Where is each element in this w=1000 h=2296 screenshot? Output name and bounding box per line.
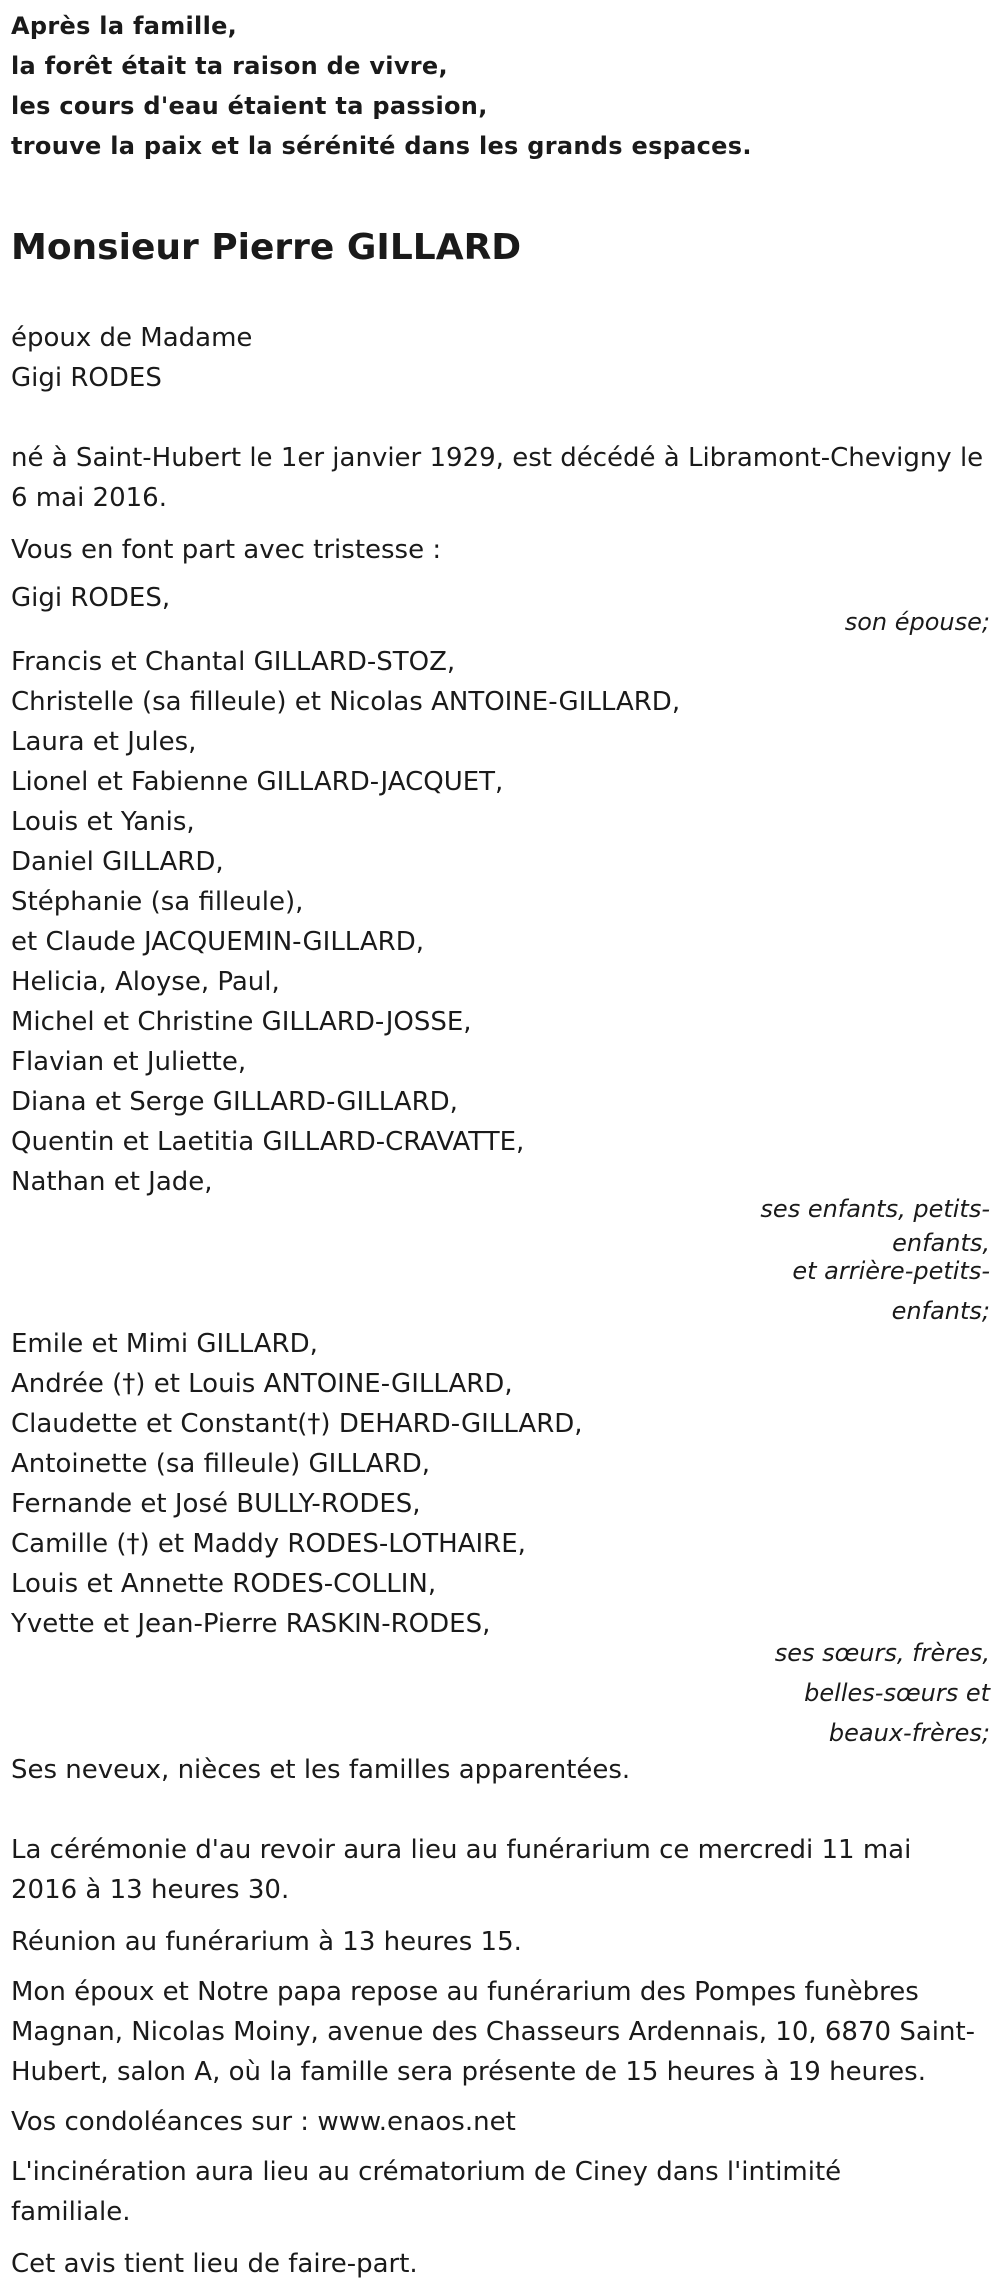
list-item: Christelle (sa filleule) et Nicolas ANTOINE-GILLARD, — [11, 687, 681, 717]
announcement — [11, 530, 991, 570]
ceremony — [11, 1830, 991, 1910]
list-item: Flavian et Juliette, — [11, 1047, 247, 1077]
list-item: Stéphanie (sa filleule), — [11, 887, 304, 917]
list-item: Quentin et Laetitia GILLARD-CRAVATTE, — [11, 1127, 525, 1157]
text-line: Réunion au funérarium à 13 heures 15. — [11, 1927, 522, 1957]
page-title: Monsieur Pierre GILLARD — [11, 227, 522, 268]
text-line: époux de Madame — [11, 323, 253, 353]
text-line: Cet avis tient lieu de faire-part. — [11, 2249, 418, 2279]
role-line: beaux-frères; — [828, 1719, 990, 1747]
role-line: son épouse; — [844, 608, 990, 636]
siblings-list — [11, 1324, 991, 1644]
role-line: enfants; — [891, 1297, 990, 1325]
text-line: Gigi RODES — [11, 363, 162, 393]
list-item: Claudette et Constant(†) DEHARD-GILLARD, — [11, 1409, 583, 1439]
list-item: Lionel et Fabienne GILLARD-JACQUET, — [11, 767, 504, 797]
text-line: Magnan, Nicolas Moiny, avenue des Chasseurs Ardennais, 10, 6870 Saint- — [11, 2017, 976, 2047]
text-line: L'incinération aura lieu au crématorium de Ciney dans l'intimité — [11, 2157, 842, 2187]
role-line: ses enfants, petits- — [760, 1195, 990, 1223]
list-item: Emile et Mimi GILLARD, — [11, 1329, 318, 1359]
list-item: Helicia, Aloyse, Paul, — [11, 967, 280, 997]
list-item: Andrée (†) et Louis ANTOINE-GILLARD, — [11, 1369, 513, 1399]
list-item: Laura et Jules, — [11, 727, 197, 757]
siblings-role — [775, 1636, 990, 1750]
text-line: La cérémonie d'au revoir aura lieu au funérarium ce mercredi 11 mai — [11, 1835, 912, 1865]
text-line: Vous en font part avec tristesse : — [11, 535, 442, 565]
list-item: Diana et Serge GILLARD-GILLARD, — [11, 1087, 458, 1117]
text-line: Vos condoléances sur : www.enaos.net — [11, 2107, 516, 2137]
intro-line: les cours d'eau étaient ta passion, — [11, 92, 488, 120]
text-line: Mon époux et Notre papa repose au funérarium des Pompes funèbres — [11, 1977, 919, 2007]
role-line: ses sœurs, frères, — [774, 1639, 990, 1667]
text-line: 6 mai 2016. — [11, 483, 167, 513]
list-item: Fernande et José BULLY-RODES, — [11, 1489, 421, 1519]
list-item: Daniel GILLARD, — [11, 847, 224, 877]
intro-line: la forêt était ta raison de vivre, — [11, 52, 448, 80]
list-item: Michel et Christine GILLARD-JOSSE, — [11, 1007, 472, 1037]
role-line: et arrière-petits- — [792, 1257, 990, 1285]
children-role — [760, 1192, 990, 1328]
spouse-role — [845, 605, 990, 639]
list-item: Antoinette (sa filleule) GILLARD, — [11, 1449, 431, 1479]
list-item: Nathan et Jade, — [11, 1167, 213, 1197]
role-line: enfants, — [892, 1229, 990, 1257]
intro-line: trouve la paix et la sérénité dans les grands espaces. — [11, 132, 752, 160]
list-item: Francis et Chantal GILLARD-STOZ, — [11, 647, 456, 677]
children-list — [11, 642, 991, 1202]
intro-verse — [11, 6, 752, 166]
list-item: Camille (†) et Maddy RODES-LOTHAIRE, — [11, 1529, 526, 1559]
closing — [11, 2244, 991, 2284]
text-line: né à Saint-Hubert le 1er janvier 1929, est décédé à Libramont-Chevigny le — [11, 443, 984, 473]
list-item: et Claude JACQUEMIN-GILLARD, — [11, 927, 425, 957]
condolences — [11, 2102, 991, 2142]
list-item: Yvette et Jean-Pierre RASKIN-RODES, — [11, 1609, 491, 1639]
list-item: Louis et Annette RODES-COLLIN, — [11, 1569, 437, 1599]
text-line: familiale. — [11, 2197, 131, 2227]
text-line: Hubert, salon A, où la famille sera présente de 15 heures à 19 heures. — [11, 2057, 926, 2087]
rest-info — [11, 1972, 991, 2092]
relatives — [11, 1750, 991, 1790]
spouse-intro — [11, 318, 991, 398]
text-line: 2016 à 13 heures 30. — [11, 1875, 290, 1905]
list-item: Louis et Yanis, — [11, 807, 195, 837]
role-line: belles-sœurs et — [804, 1679, 990, 1707]
meeting — [11, 1922, 991, 1962]
birth-death — [11, 438, 991, 518]
intro-line: Après la famille, — [11, 12, 238, 40]
cremation — [11, 2152, 991, 2232]
text-line: Ses neveux, nièces et les familles apparentées. — [11, 1755, 631, 1785]
text-line: Gigi RODES, — [11, 583, 171, 613]
